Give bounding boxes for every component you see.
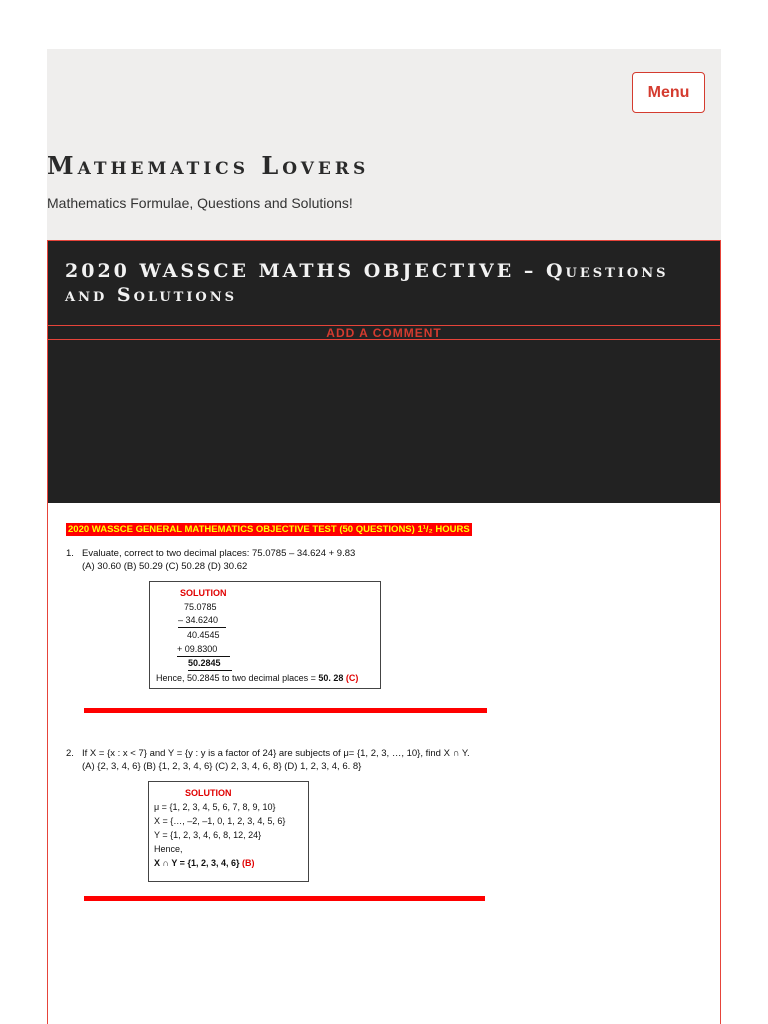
question-2 [66,747,470,773]
post-title: 2020 WASSCE MATHS OBJECTIVE – Questions and Solutions [65,260,669,306]
site-title[interactable]: Mathematics Lovers [47,151,370,180]
site-description: Mathematics Formulae, Questions and Solutions! [47,195,353,211]
solution-line: + 09.8300 [177,642,230,657]
solution-line: μ = {1, 2, 3, 4, 5, 6, 7, 8, 9, 10} [154,802,276,812]
post-header [48,241,720,503]
separator-line [84,708,487,713]
question-number: 2. [66,748,74,759]
separator-line [84,896,485,901]
solution-line: 75.0785 [184,602,217,612]
question-number: 1. [66,548,74,559]
solution-line: X = {…, –2, –1, 0, 1, 2, 3, 4, 5, 6} [154,816,286,826]
question-1 [66,547,355,573]
solution-box-1 [149,581,381,689]
question-options: (A) 30.60 (B) 50.29 (C) 50.28 (D) 30.62 [82,561,248,572]
conclusion-text: Hence, 50.2845 to two decimal places = [156,673,319,683]
post-article [47,240,721,1024]
answer-value: X ∩ Y = {1, 2, 3, 4, 6} [154,858,242,868]
solution-conclusion [156,671,358,685]
solution-line: Hence, [154,844,183,854]
answer-letter: (C) [345,673,359,683]
solution-label: SOLUTION [185,788,232,798]
solution-line: Y = {1, 2, 3, 4, 6, 8, 12, 24} [154,830,262,840]
answer-value: 50. 28 [318,673,344,683]
document-heading: 2020 WASSCE GENERAL MATHEMATICS OBJECTIVE TEST (50 QUESTIONS) 1¹/₂ HOURS [68,524,470,535]
solution-label: SOLUTION [180,588,227,598]
comment-bar [48,325,720,340]
question-text: Evaluate, correct to two decimal places: 75.0785 – 34.624 + 9.83 [82,548,356,559]
question-text: If X = {x : x < 7} and Y = {y : y is a factor of 24} are subjects of μ= {1, 2, 3, …, 10}, find X ∩ Y. [82,748,470,759]
question-options: (A) {2, 3, 4, 6} (B) {1, 2, 3, 4, 6} (C) 2, 3, 4, 6, 8} (D) 1, 2, 3, 4, 6. 8} [82,761,362,772]
solution-line: – 34.6240 [178,613,226,628]
solution-line: 40.4545 [187,630,220,640]
solution-box-2 [148,781,309,882]
site-header [47,49,721,240]
answer-letter: (B) [241,858,255,868]
add-comment-link[interactable]: ADD A COMMENT [326,326,442,340]
menu-button[interactable]: Menu [632,72,705,113]
solution-answer [154,856,254,870]
solution-result: 50.2845 [188,656,232,671]
